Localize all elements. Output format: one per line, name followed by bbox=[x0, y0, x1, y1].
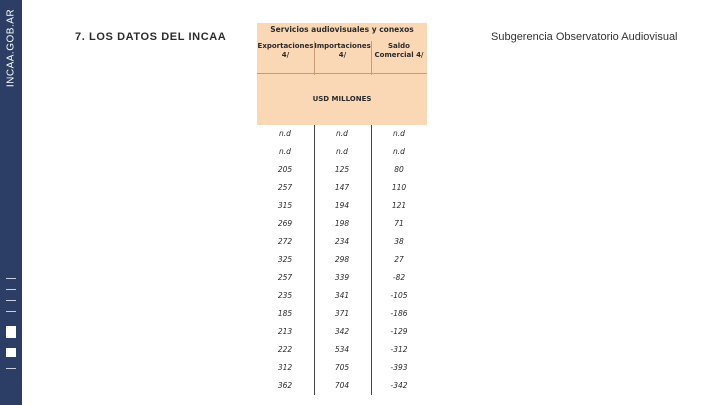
table-row bbox=[257, 251, 427, 269]
table-cell: 342 bbox=[334, 327, 350, 336]
sidebar-tick bbox=[6, 368, 16, 369]
table-cell: 257 bbox=[277, 183, 293, 192]
table-cell: 121 bbox=[391, 201, 407, 210]
table-cell: 362 bbox=[277, 381, 293, 390]
table-row bbox=[257, 179, 427, 197]
table-row bbox=[257, 377, 427, 395]
table-cell: 371 bbox=[334, 309, 350, 318]
table-cell: -129 bbox=[390, 327, 408, 336]
table-row bbox=[257, 341, 427, 359]
table-row bbox=[257, 143, 427, 161]
table-cell: 341 bbox=[334, 291, 350, 300]
table-row bbox=[257, 197, 427, 215]
table-cell: 705 bbox=[334, 363, 350, 372]
sidebar-square bbox=[6, 326, 16, 338]
table-cell: n.d bbox=[393, 147, 405, 156]
page-title: 7. LOS DATOS DEL INCAA bbox=[75, 31, 227, 43]
table-cell: -82 bbox=[392, 273, 406, 282]
table-cell: 110 bbox=[391, 183, 407, 192]
table-title: Servicios audiovisuales y conexos bbox=[270, 25, 414, 34]
table-cell: 272 bbox=[277, 237, 293, 246]
table-cell: 147 bbox=[334, 183, 350, 192]
sidebar-tick bbox=[6, 300, 16, 301]
table-row bbox=[257, 269, 427, 287]
table-cell: 315 bbox=[277, 201, 293, 210]
left-sidebar bbox=[0, 0, 22, 405]
table-cell: 235 bbox=[277, 291, 293, 300]
table-cell: 194 bbox=[334, 201, 350, 210]
table-cell: 27 bbox=[394, 255, 404, 264]
table-cell: n.d bbox=[336, 147, 348, 156]
table-cell: 80 bbox=[394, 165, 404, 174]
sidebar-tick bbox=[6, 311, 16, 312]
table-cell: -105 bbox=[390, 291, 408, 300]
table-cell: n.d bbox=[279, 147, 291, 156]
table-cell: -393 bbox=[390, 363, 408, 372]
table-cell: -342 bbox=[390, 381, 408, 390]
sidebar-tick bbox=[6, 289, 16, 290]
table-cell: -312 bbox=[390, 345, 408, 354]
sidebar-tick bbox=[6, 278, 16, 279]
column-header-balance: Saldo Comercial 4/ bbox=[374, 42, 424, 59]
table-row bbox=[257, 233, 427, 251]
table-cell: 312 bbox=[277, 363, 293, 372]
table-row bbox=[257, 305, 427, 323]
table-row bbox=[257, 323, 427, 341]
table-cell: 198 bbox=[334, 219, 350, 228]
column-header-imports: Importaciones 4/ bbox=[314, 42, 371, 59]
table-cell: 704 bbox=[334, 381, 350, 390]
table-cell: 213 bbox=[277, 327, 293, 336]
table-cell: 222 bbox=[277, 345, 293, 354]
table-cell: 205 bbox=[277, 165, 293, 174]
table-body bbox=[257, 125, 427, 395]
table-cell: 339 bbox=[334, 273, 350, 282]
table-cell: 234 bbox=[334, 237, 350, 246]
table-unit: USD MILLONES bbox=[312, 95, 372, 103]
site-brand: INCAA.GOB.AR bbox=[5, 8, 17, 88]
table-cell: 185 bbox=[277, 309, 293, 318]
table-cell: 325 bbox=[277, 255, 293, 264]
table-row bbox=[257, 287, 427, 305]
table-row bbox=[257, 215, 427, 233]
table-cell: 71 bbox=[394, 219, 404, 228]
table-row bbox=[257, 161, 427, 179]
table-cell: 257 bbox=[277, 273, 293, 282]
page-subtitle: Subgerencia Observatorio Audiovisual bbox=[491, 31, 678, 43]
table-cell: 38 bbox=[394, 237, 404, 246]
table-cell: 269 bbox=[277, 219, 293, 228]
table-cell: n.d bbox=[336, 129, 348, 138]
table-cell: n.d bbox=[279, 129, 291, 138]
table-row bbox=[257, 359, 427, 377]
table-cell: n.d bbox=[393, 129, 405, 138]
data-table bbox=[257, 23, 427, 395]
table-row bbox=[257, 125, 427, 143]
header-divider bbox=[257, 73, 427, 74]
table-cell: 125 bbox=[334, 165, 350, 174]
sidebar-square bbox=[6, 348, 16, 357]
column-header-exports: Exportaciones 4/ bbox=[257, 42, 314, 59]
table-header bbox=[257, 23, 427, 125]
table-cell: -186 bbox=[390, 309, 408, 318]
table-cell: 298 bbox=[334, 255, 350, 264]
table-cell: 534 bbox=[334, 345, 350, 354]
